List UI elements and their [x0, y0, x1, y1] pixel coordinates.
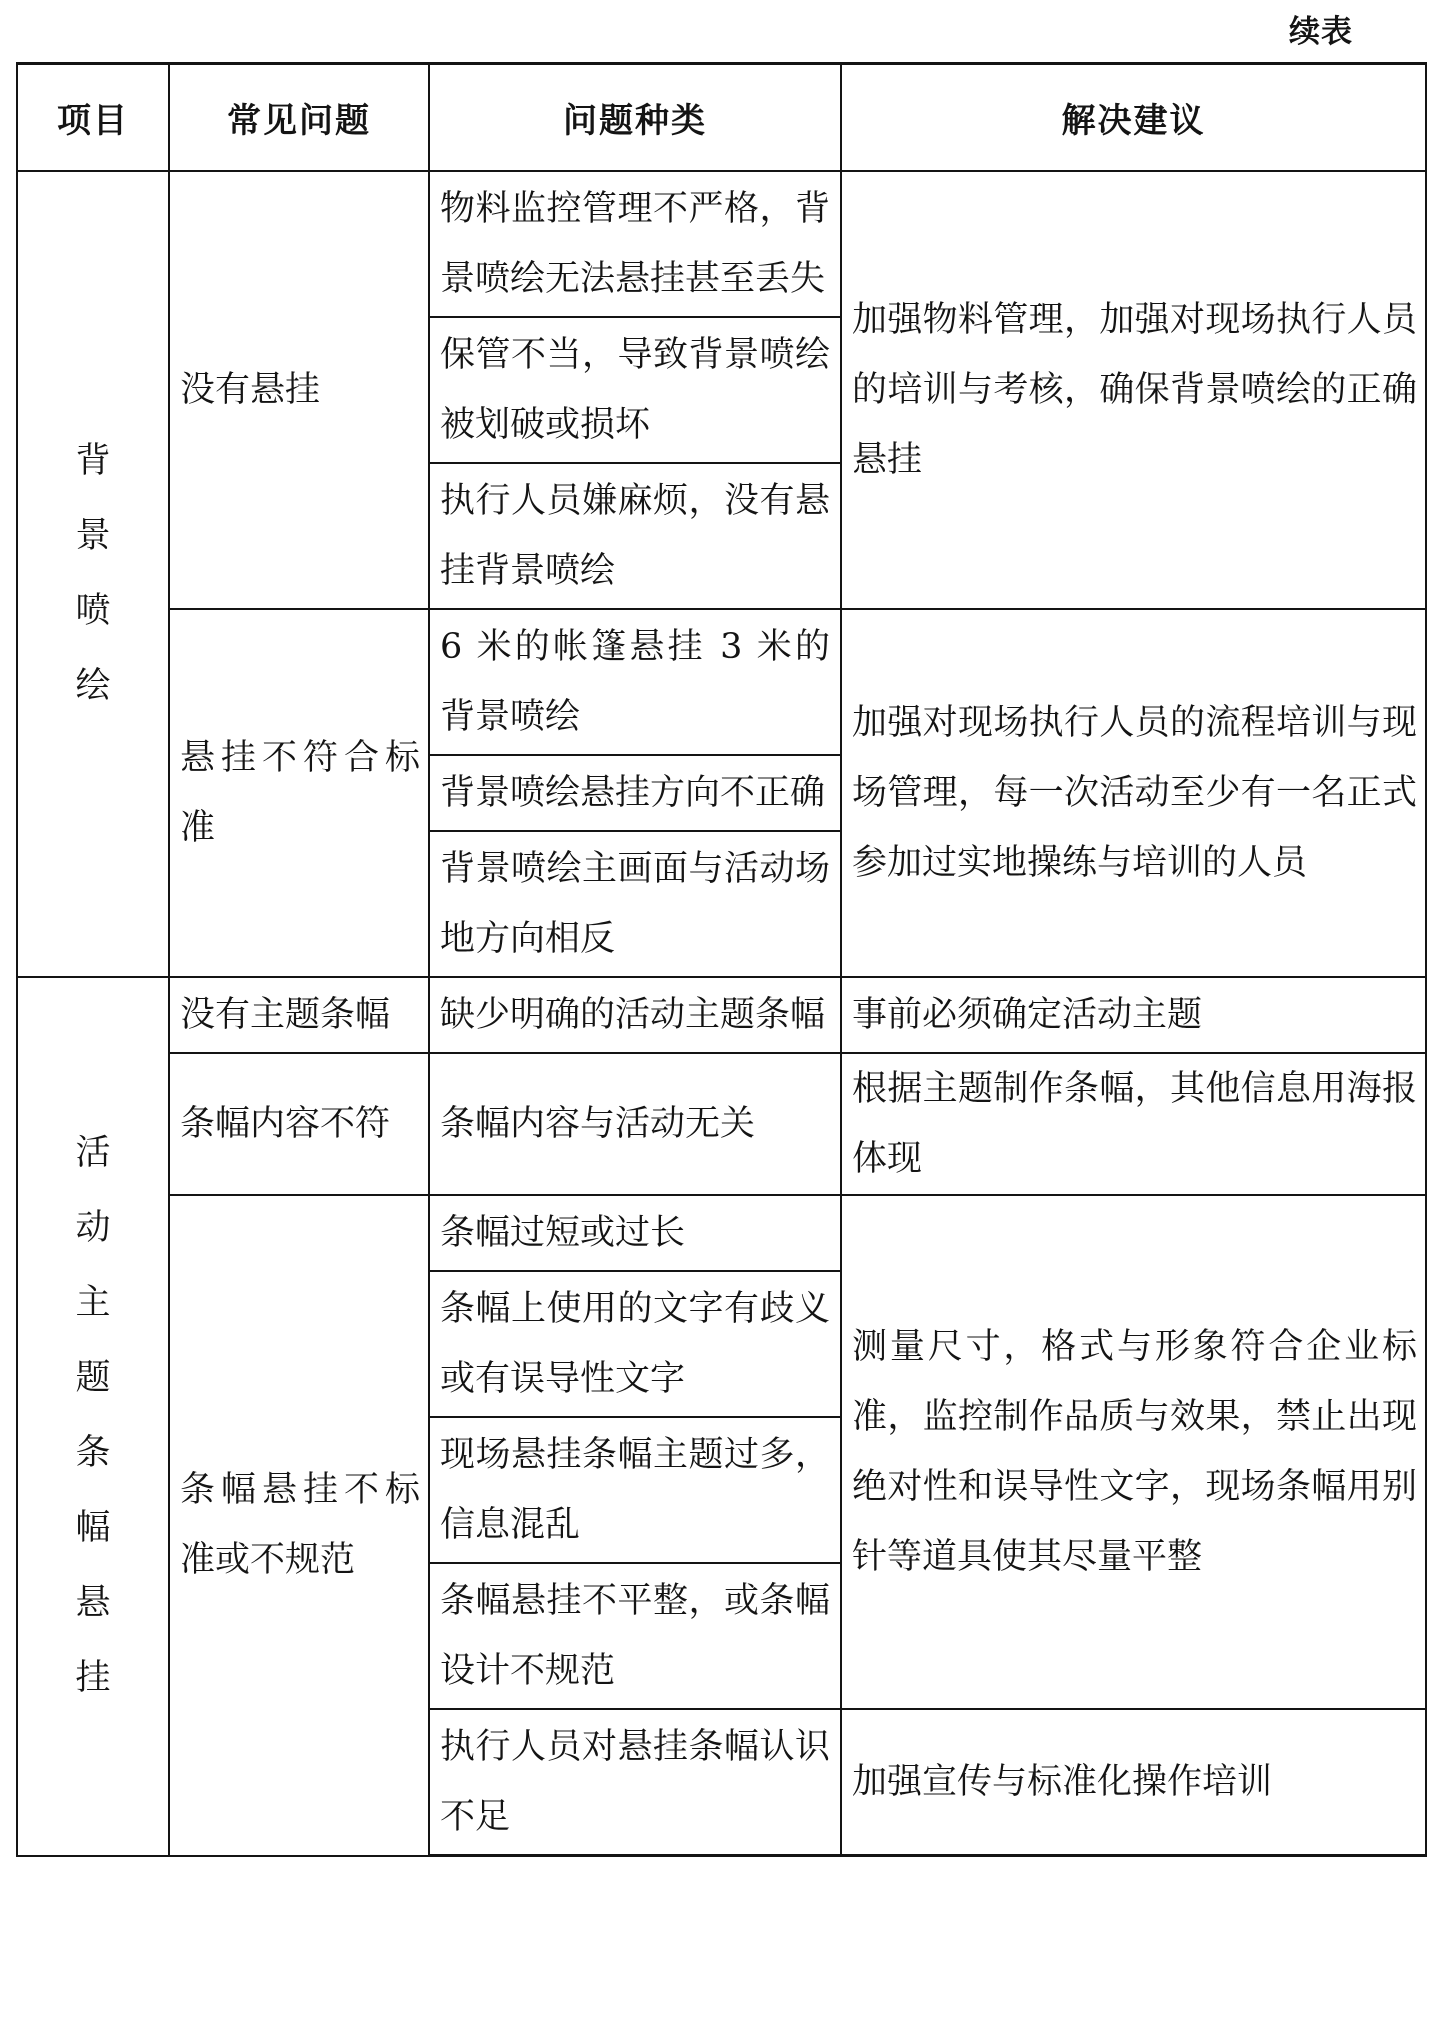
problem-type-text: 6 米的帐篷悬挂 3 米的背景喷绘: [440, 627, 830, 737]
problem-type-cell: [429, 171, 841, 317]
problem-text: 条幅内容不符: [180, 1104, 391, 1144]
table-header-row: [17, 64, 1426, 172]
table-caption: 续表: [1289, 14, 1353, 50]
project-cell: [17, 977, 169, 1856]
suggestion-text: 事前必须确定活动主题: [852, 995, 1203, 1035]
table-row: [17, 609, 1426, 755]
problem-cell: [169, 609, 429, 977]
header-suggestion: 解决建议: [841, 64, 1426, 172]
problem-type-cell: [429, 609, 841, 755]
suggestion-cell: [841, 1195, 1426, 1709]
suggestion-text: 加强物料管理，加强对现场执行人员的培训与考核，确保背景喷绘的正确悬挂: [852, 300, 1417, 480]
table-body: [17, 171, 1426, 1856]
table-row: [17, 1053, 1426, 1195]
problem-cell: [169, 977, 429, 1053]
suggestion-cell: [841, 1709, 1426, 1856]
header-problem-type: 问题种类: [429, 64, 841, 172]
suggestion-cell: [841, 171, 1426, 609]
problem-type-cell: [429, 977, 841, 1053]
project-label: 背景喷绘: [75, 441, 111, 706]
table-row: [17, 977, 1426, 1053]
problem-type-text: 背景喷绘主画面与活动场地方向相反: [440, 849, 830, 959]
project-cell: [17, 171, 169, 977]
problem-type-text: 背景喷绘悬挂方向不正确: [440, 773, 826, 813]
suggestion-cell: [841, 609, 1426, 977]
problem-type-text: 现场悬挂条幅主题过多，信息混乱: [440, 1435, 830, 1545]
suggestion-text: 根据主题制作条幅，其他信息用海报体现: [852, 1069, 1417, 1179]
problem-text: 悬挂不符合标准: [180, 738, 420, 848]
problem-type-text: 条幅内容与活动无关: [440, 1104, 756, 1144]
problem-cell: [169, 1195, 429, 1856]
problem-type-text: 条幅上使用的文字有歧义或有误导性文字: [440, 1289, 830, 1399]
problem-text: 没有主题条幅: [180, 995, 391, 1035]
suggestion-text: 加强对现场执行人员的流程培训与现场管理，每一次活动至少有一名正式参加过实地操练与培训的人员: [852, 703, 1417, 883]
problem-type-cell: [429, 1271, 841, 1417]
suggestion-cell: [841, 977, 1426, 1053]
problem-type-cell: [429, 1417, 841, 1563]
table-row: [17, 1195, 1426, 1271]
problem-type-text: 保管不当，导致背景喷绘被划破或损坏: [440, 335, 830, 445]
suggestion-cell: [841, 1053, 1426, 1195]
problem-type-text: 条幅过短或过长: [440, 1213, 686, 1253]
problem-type-text: 条幅悬挂不平整，或条幅设计不规范: [440, 1581, 830, 1691]
table-row: [17, 171, 1426, 317]
problem-type-cell: [429, 317, 841, 463]
problem-text: 没有悬挂: [180, 370, 321, 410]
header-project: 项目: [17, 64, 169, 172]
problem-type-text: 执行人员对悬挂条幅认识不足: [440, 1727, 830, 1837]
suggestion-text: 加强宣传与标准化操作培训: [852, 1762, 1273, 1802]
problem-type-text: 缺少明确的活动主题条幅: [440, 995, 826, 1035]
suggestion-text: 测量尺寸，格式与形象符合企业标准，监控制作品质与效果，禁止出现绝对性和误导性文字，现场条幅用别针等道具使其尽量平整: [852, 1327, 1417, 1577]
problem-type-cell: [429, 831, 841, 977]
problem-type-cell: [429, 463, 841, 609]
problem-type-cell: [429, 755, 841, 831]
problem-type-text: 物料监控管理不严格，背景喷绘无法悬挂甚至丢失: [440, 189, 830, 299]
problem-cell: [169, 171, 429, 609]
problem-type-cell: [429, 1053, 841, 1195]
problem-type-cell: [429, 1563, 841, 1709]
problem-type-text: 执行人员嫌麻烦，没有悬挂背景喷绘: [440, 481, 830, 591]
problem-type-cell: [429, 1195, 841, 1271]
problem-text: 条幅悬挂不标准或不规范: [180, 1470, 420, 1581]
issues-table: [16, 62, 1427, 1857]
problem-cell: [169, 1053, 429, 1195]
header-common-problem: 常见问题: [169, 64, 429, 172]
project-label: 活动主题条幅悬挂: [75, 1133, 111, 1699]
problem-type-cell: [429, 1709, 841, 1856]
